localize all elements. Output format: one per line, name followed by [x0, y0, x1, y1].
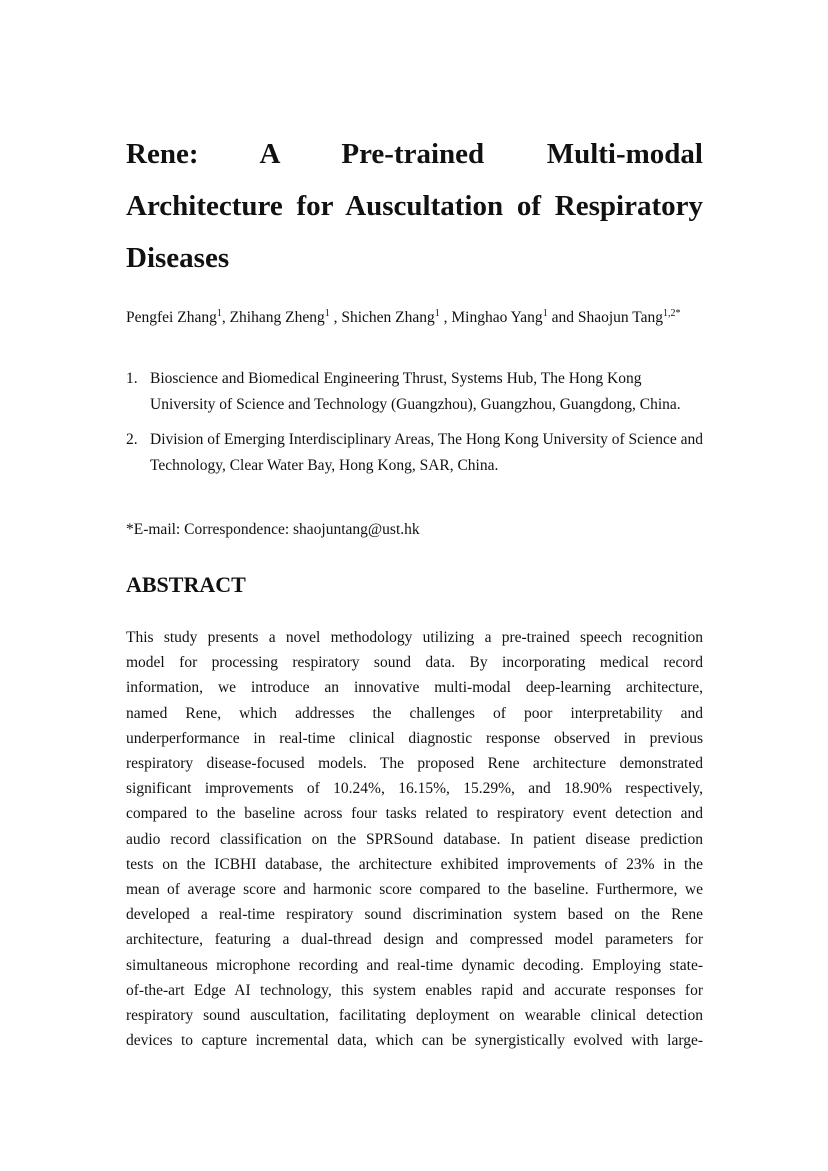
title-line: Rene: A Pre-trained Multi-modal	[126, 138, 703, 170]
abstract-line: information, we introduce an innovative multi-modal deep-learning architecture,	[126, 679, 703, 697]
title-line: Architecture for Auscultation of Respiratory	[126, 190, 703, 222]
title-line: Diseases	[126, 242, 230, 274]
abstract-line: respiratory disease-focused models. The proposed Rene architecture demonstrated	[126, 755, 703, 773]
abstract-line: mean of average score and harmonic score compared to the baseline. Furthermore, we	[126, 881, 703, 899]
abstract-line: architecture, featuring a dual-thread design and compressed model parameters for	[126, 931, 703, 949]
abstract-heading: ABSTRACT	[126, 572, 246, 597]
abstract-line: developed a real-time respiratory sound discrimination system based on the Rene	[126, 906, 703, 924]
abstract-line: of-the-art Edge AI technology, this system enables rapid and accurate responses for	[126, 981, 703, 999]
abstract-line: devices to capture incremental data, which can be synergistically evolved with large-	[126, 1032, 703, 1050]
author-affiliation-mark: 1	[434, 308, 440, 319]
author-name: Pengfei Zhang	[126, 309, 217, 326]
affiliation-list	[126, 366, 703, 488]
abstract-line: named Rene, which addresses the challenges of poor interpretability and	[126, 704, 703, 722]
abstract-line: This study presents a novel methodology utilizing a pre-trained speech recognition	[126, 629, 703, 646]
author-affiliation-mark: 1,2*	[662, 308, 681, 319]
author-affiliation-mark: 1	[542, 308, 548, 319]
author-list	[126, 305, 703, 330]
abstract-line: tests on the ICBHI database, the architecture exhibited improvements of 23% in the	[126, 855, 703, 873]
abstract-line: simultaneous microphone recording and real-time dynamic decoding. Employing state-	[126, 956, 703, 974]
author-name: , Zhihang Zheng	[221, 309, 325, 326]
author-affiliation-mark: 1	[324, 308, 330, 319]
affiliation-number: 1.	[126, 370, 138, 387]
affiliation-number: 2.	[126, 431, 138, 448]
affiliation-item	[126, 366, 703, 417]
abstract-line: respiratory sound auscultation, facilitating deployment on wearable clinical detection	[126, 1007, 703, 1025]
abstract-line: model for processing respiratory sound data. By incorporating medical record	[126, 654, 703, 672]
affiliation-text: Bioscience and Biomedical Engineering Thrust, Systems Hub, The Hong Kong University of Science and Technology (Guangzhou), Guangzhou, Guangdong, China.	[150, 370, 681, 413]
affiliation-item	[126, 427, 703, 478]
correspondence-email: *E-mail: Correspondence: shaojuntang@ust.hk	[126, 521, 420, 538]
abstract-line: compared to the baseline across four tasks related to respiratory event detection and	[126, 805, 703, 823]
abstract-line: underperformance in real-time clinical diagnostic response observed in previous	[126, 729, 703, 747]
author-name: and Shaojun Tang	[547, 309, 663, 326]
author-affiliation-mark: 1	[216, 308, 222, 319]
affiliation-text: Division of Emerging Interdisciplinary Areas, The Hong Kong University of Science and Technology, Clear Water Bay, Hong Kong, SAR, China.	[150, 431, 704, 474]
abstract-line: audio record classification on the SPRSound database. In patient disease prediction	[126, 830, 703, 848]
author-name: , Minghao Yang	[439, 309, 543, 326]
author-name: , Shichen Zhang	[329, 309, 435, 326]
abstract-body	[126, 625, 703, 1053]
paper-title	[126, 128, 703, 284]
abstract-line: significant improvements of 10.24%, 16.15%, 15.29%, and 18.90% respectively,	[126, 780, 703, 798]
